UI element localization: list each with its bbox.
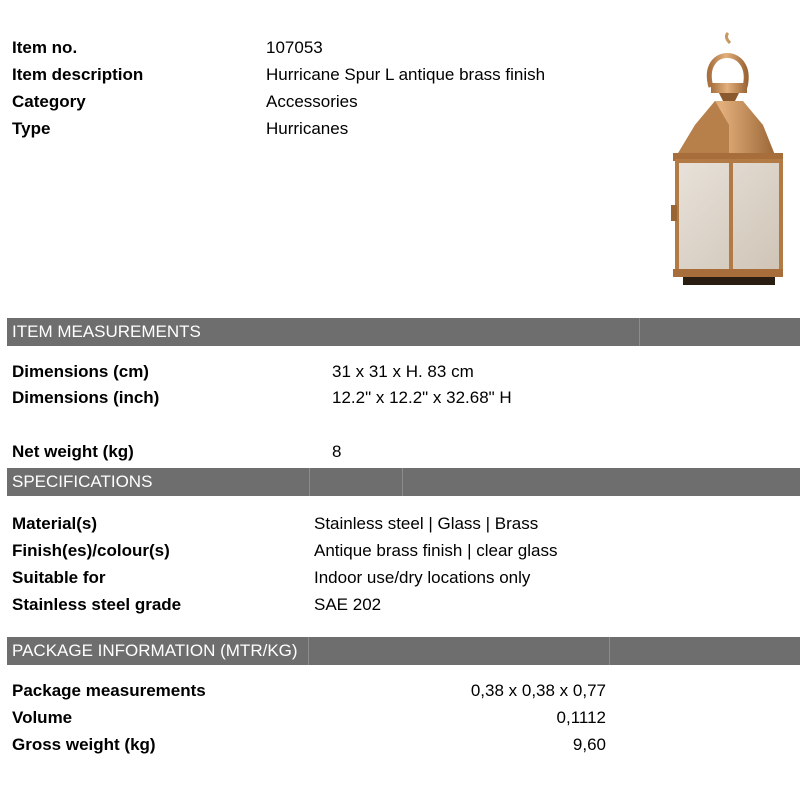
net-weight-value: 8 xyxy=(332,442,342,461)
header-divider xyxy=(309,468,310,496)
finish-colour-value: Antique brass finish | clear glass xyxy=(314,541,558,560)
gross-weight-value: 9,60 xyxy=(572,735,606,754)
package-information-title: PACKAGE INFORMATION (MTR/KG) xyxy=(12,641,298,660)
dimensions-inch-value: 12.2" x 12.2" x 32.68" H xyxy=(332,388,512,407)
package-information-header xyxy=(7,637,800,665)
header-divider xyxy=(402,468,403,496)
item-no-value: 107053 xyxy=(266,38,323,57)
materials-value: Stainless steel | Glass | Brass xyxy=(314,514,539,533)
dimensions-inch-label: Dimensions (inch) xyxy=(12,388,160,407)
item-no-label: Item no. xyxy=(12,38,78,57)
header-divider xyxy=(308,637,309,665)
category-value: Accessories xyxy=(266,92,358,111)
header-divider xyxy=(609,637,610,665)
net-weight-label: Net weight (kg) xyxy=(12,442,134,461)
item-measurements-title: ITEM MEASUREMENTS xyxy=(12,322,201,341)
category-label: Category xyxy=(12,92,86,111)
type-value: Hurricanes xyxy=(266,119,349,138)
gross-weight-label: Gross weight (kg) xyxy=(12,735,156,754)
volume-label: Volume xyxy=(12,708,73,727)
item-description-value: Hurricane Spur L antique brass finish xyxy=(266,65,546,84)
item-measurements-header xyxy=(7,318,800,346)
steel-grade-label: Stainless steel grade xyxy=(12,595,182,614)
finish-colour-label: Finish(es)/colour(s) xyxy=(12,541,170,560)
package-measurements-label: Package measurements xyxy=(12,681,206,700)
dimensions-cm-value: 31 x 31 x H. 83 cm xyxy=(332,362,474,381)
specifications-title: SPECIFICATIONS xyxy=(12,472,153,491)
header-divider xyxy=(639,318,640,346)
suitable-for-value: Indoor use/dry locations only xyxy=(314,568,531,587)
item-description-label: Item description xyxy=(12,65,144,84)
dimensions-cm-label: Dimensions (cm) xyxy=(12,362,149,381)
materials-label: Material(s) xyxy=(12,514,98,533)
suitable-for-label: Suitable for xyxy=(12,568,106,587)
brass-lantern-icon xyxy=(655,25,795,290)
package-measurements-value: 0,38 x 0,38 x 0,77 xyxy=(470,681,606,700)
volume-value: 0,1112 xyxy=(556,708,606,727)
steel-grade-value: SAE 202 xyxy=(314,595,382,614)
type-label: Type xyxy=(12,119,51,138)
specifications-header xyxy=(7,468,800,496)
